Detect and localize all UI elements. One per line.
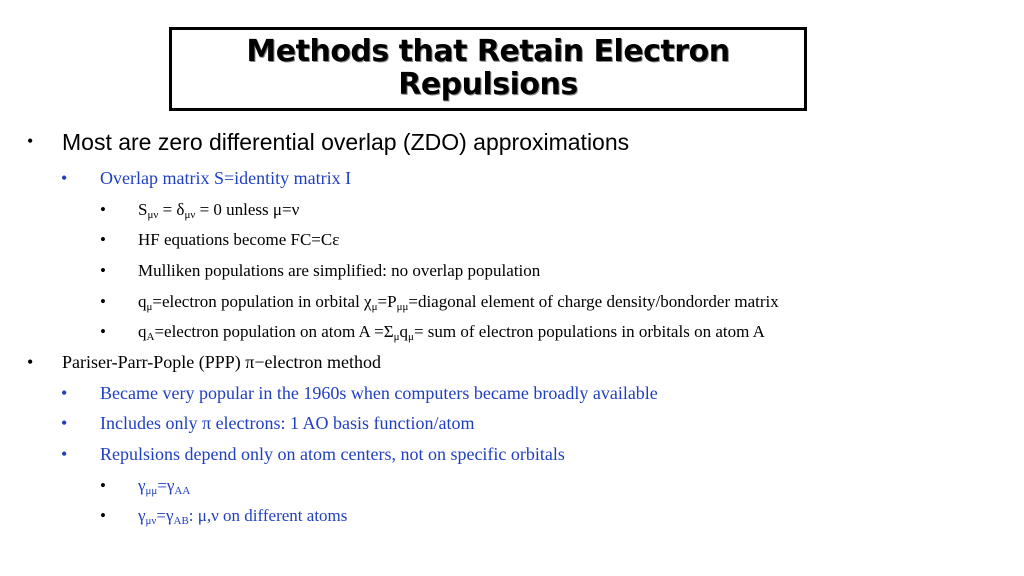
text-run: γ bbox=[138, 476, 146, 495]
text-run: =electron population on atom A =Σ bbox=[154, 322, 394, 341]
bullet-s-munu bbox=[138, 200, 299, 220]
bullet-q-mu bbox=[138, 292, 779, 312]
text-run: γ bbox=[138, 506, 146, 525]
bullet-dot: • bbox=[61, 444, 68, 464]
bullet-dot: • bbox=[100, 261, 106, 280]
text-run: q bbox=[138, 292, 147, 311]
bullet-dot: • bbox=[100, 200, 106, 219]
bullet-pi-only: Includes only π electrons: 1 AO basis function/atom bbox=[100, 413, 475, 433]
subscript: μν bbox=[147, 209, 159, 221]
subscript: μ bbox=[371, 301, 378, 313]
text-run: = sum of electron populations in orbitals on atom A bbox=[413, 322, 765, 341]
subscript: μμ bbox=[145, 485, 158, 497]
bullet-mulliken: Mulliken populations are simplified: no overlap population bbox=[138, 261, 541, 280]
subscript: μ bbox=[393, 331, 400, 343]
text-run: S bbox=[138, 200, 148, 219]
bullet-dot: • bbox=[61, 168, 68, 188]
bullet-dot: • bbox=[61, 383, 68, 403]
bullet-dot: • bbox=[100, 476, 106, 495]
subscript: AA bbox=[174, 485, 191, 497]
subscript: μμ bbox=[396, 301, 409, 313]
bullet-gamma-mumu bbox=[138, 476, 190, 496]
bullet-hf-equations: HF equations become FC=Cε bbox=[138, 230, 340, 249]
bullet-q-A bbox=[138, 322, 765, 342]
text-run: q bbox=[399, 322, 409, 341]
subscript: μν bbox=[184, 209, 196, 221]
title-line-1: Methods that Retain Electron bbox=[246, 34, 730, 69]
text-run: =P bbox=[377, 292, 397, 311]
bullet-dot: • bbox=[100, 230, 106, 249]
slide-title bbox=[172, 30, 804, 101]
text-run: =electron population in orbital χ bbox=[152, 292, 372, 311]
bullet-dot: • bbox=[100, 322, 106, 341]
bullet-ppp: Pariser-Parr-Pople (PPP) π−electron method bbox=[62, 352, 381, 372]
text-run: q bbox=[138, 322, 147, 341]
text-run: =diagonal element of charge density/bondorder matrix bbox=[408, 292, 779, 311]
bullet-dot: • bbox=[100, 506, 106, 525]
subscript: AB bbox=[173, 515, 189, 527]
text-run: =γ bbox=[157, 476, 175, 495]
bullet-repulsions: Repulsions depend only on atom centers, not on specific orbitals bbox=[100, 444, 565, 464]
title-line-2: Repulsions bbox=[398, 67, 578, 102]
bullet-popular: Became very popular in the 1960s when computers became broadly available bbox=[100, 383, 658, 403]
bullet-dot: • bbox=[27, 131, 34, 151]
bullet-overlap-matrix: Overlap matrix S=identity matrix I bbox=[100, 168, 352, 188]
text-run: = δ bbox=[158, 200, 185, 219]
bullet-zdo: Most are zero differential overlap (ZDO) approximations bbox=[62, 129, 630, 155]
title-box bbox=[169, 27, 807, 111]
bullet-dot: • bbox=[61, 413, 68, 433]
text-run: : μ,ν on different atoms bbox=[188, 506, 348, 525]
subscript: μν bbox=[145, 515, 157, 527]
bullet-dot: • bbox=[27, 352, 34, 372]
text-run: =γ bbox=[156, 506, 174, 525]
subscript: A bbox=[146, 331, 155, 343]
bullet-dot: • bbox=[100, 292, 106, 311]
bullet-gamma-munu bbox=[138, 506, 347, 526]
subscript: μ bbox=[146, 301, 153, 313]
text-run: = 0 unless μ=ν bbox=[195, 200, 300, 219]
subscript: μ bbox=[408, 331, 414, 343]
